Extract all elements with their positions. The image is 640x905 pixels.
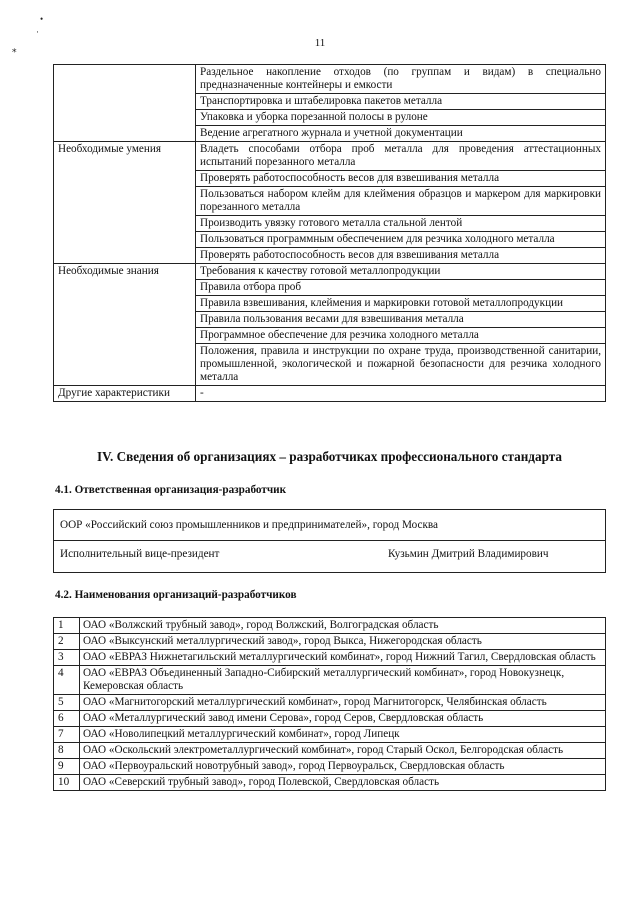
org-number: 9 [54, 759, 80, 775]
org-name: ОАО «Северский трубный завод», город Полевской, Свердловская область [80, 775, 606, 791]
row-description: Проверять работоспособность весов для взвешивания металла [196, 171, 606, 187]
org-number: 5 [54, 695, 80, 711]
row-description: Правила пользования весами для взвешивания металла [196, 312, 606, 328]
responsible-org-name: ООР «Российский союз промышленников и предпринимателей», город Москва [60, 519, 438, 531]
table-row [54, 386, 606, 402]
org-number: 6 [54, 711, 80, 727]
table-row [54, 695, 606, 711]
table-row [54, 264, 606, 280]
row-description: Проверять работоспособность весов для взвешивания металла [196, 248, 606, 264]
responsible-heading: 4.1. Ответственная организация-разработчик [55, 484, 287, 496]
org-number: 7 [54, 727, 80, 743]
row-description: Пользоваться набором клейм для клеймения образцов и маркером для маркировки порезанного металла [196, 187, 606, 216]
section-title: IV. Сведения об организациях – разработчиках профессионального стандарта [97, 449, 562, 464]
table-row [54, 142, 606, 171]
page-number: 11 [314, 37, 326, 49]
table-row [54, 711, 606, 727]
org-number: 3 [54, 650, 80, 666]
row-description: Производить увязку готового металла стальной лентой [196, 216, 606, 232]
developers-table [53, 617, 606, 791]
row-description: Программное обеспечение для резчика холодного металла [196, 328, 606, 344]
org-name: ОАО «Волжский трубный завод», город Волжский, Волгоградская область [80, 618, 606, 634]
org-number: 8 [54, 743, 80, 759]
row-description: Пользоваться программным обеспечением для резчика холодного металла [196, 232, 606, 248]
org-name: ОАО «Новолипецкий металлургический комбинат», город Липецк [80, 727, 606, 743]
row-description: Ведение агрегатного журнала и учетной документации [196, 126, 606, 142]
table-row [54, 618, 606, 634]
org-number: 4 [54, 666, 80, 695]
row-description: Раздельное накопление отходов (по группам и видам) в специально предназначенные контейнеры и емкости [196, 65, 606, 94]
row-category-label: Другие характеристики [54, 386, 196, 402]
org-number: 10 [54, 775, 80, 791]
scan-mark: · [36, 27, 39, 37]
row-description: - [196, 386, 606, 402]
org-number: 2 [54, 634, 80, 650]
responsible-org-box [53, 509, 606, 573]
table-row [54, 65, 606, 94]
org-name: ОАО «Магнитогорский металлургический комбинат», город Магнитогорск, Челябинская область [80, 695, 606, 711]
table-row [54, 650, 606, 666]
org-name: ОАО «Выксунский металлургический завод», город Выкса, Нижегородская область [80, 634, 606, 650]
row-description: Владеть способами отбора проб металла для проведения аттестационных испытаний порезанного металла [196, 142, 606, 171]
table-row [54, 743, 606, 759]
row-description: Правила взвешивания, клеймения и маркировки готовой металлопродукции [196, 296, 606, 312]
org-name: ОАО «Металлургический завод имени Серова», город Серов, Свердловская область [80, 711, 606, 727]
row-category-label [54, 65, 196, 142]
row-description: Транспортировка и штабелировка пакетов металла [196, 94, 606, 110]
table-row [54, 775, 606, 791]
table-row [54, 634, 606, 650]
row-category-label: Необходимые знания [54, 264, 196, 386]
row-description: Правила отбора проб [196, 280, 606, 296]
org-name: ОАО «ЕВРАЗ Нижнетагильский металлургический комбинат», город Нижний Тагил, Свердловская область [80, 650, 606, 666]
developers-heading: 4.2. Наименования организаций-разработчиков [55, 589, 297, 601]
org-name: ОАО «Первоуральский новотрубный завод», город Первоуральск, Свердловская область [80, 759, 606, 775]
scan-mark: ⁎ [12, 44, 17, 54]
table-row [54, 727, 606, 743]
row-description: Требования к качеству готовой металлопродукции [196, 264, 606, 280]
table-row [54, 666, 606, 695]
org-number: 1 [54, 618, 80, 634]
divider [54, 540, 605, 541]
org-name: ОАО «Оскольский электрометаллургический комбинат», город Старый Оскол, Белгородская область [80, 743, 606, 759]
table-row [54, 759, 606, 775]
row-description: Упаковка и уборка порезанной полосы в рулоне [196, 110, 606, 126]
responsible-position: Исполнительный вице-президент [60, 548, 220, 560]
skills-table [53, 64, 606, 402]
row-description: Положения, правила и инструкции по охране труда, производственной санитарии, промышленной, экологической и пожарной безопасности для резчика холодного металла [196, 344, 606, 386]
org-name: ОАО «ЕВРАЗ Объединенный Западно-Сибирский металлургический комбинат», город Новокузнецк, Кемеровская область [80, 666, 606, 695]
scan-mark: • [40, 14, 44, 24]
responsible-person: Кузьмин Дмитрий Владимирович [388, 548, 549, 560]
row-category-label: Необходимые умения [54, 142, 196, 264]
